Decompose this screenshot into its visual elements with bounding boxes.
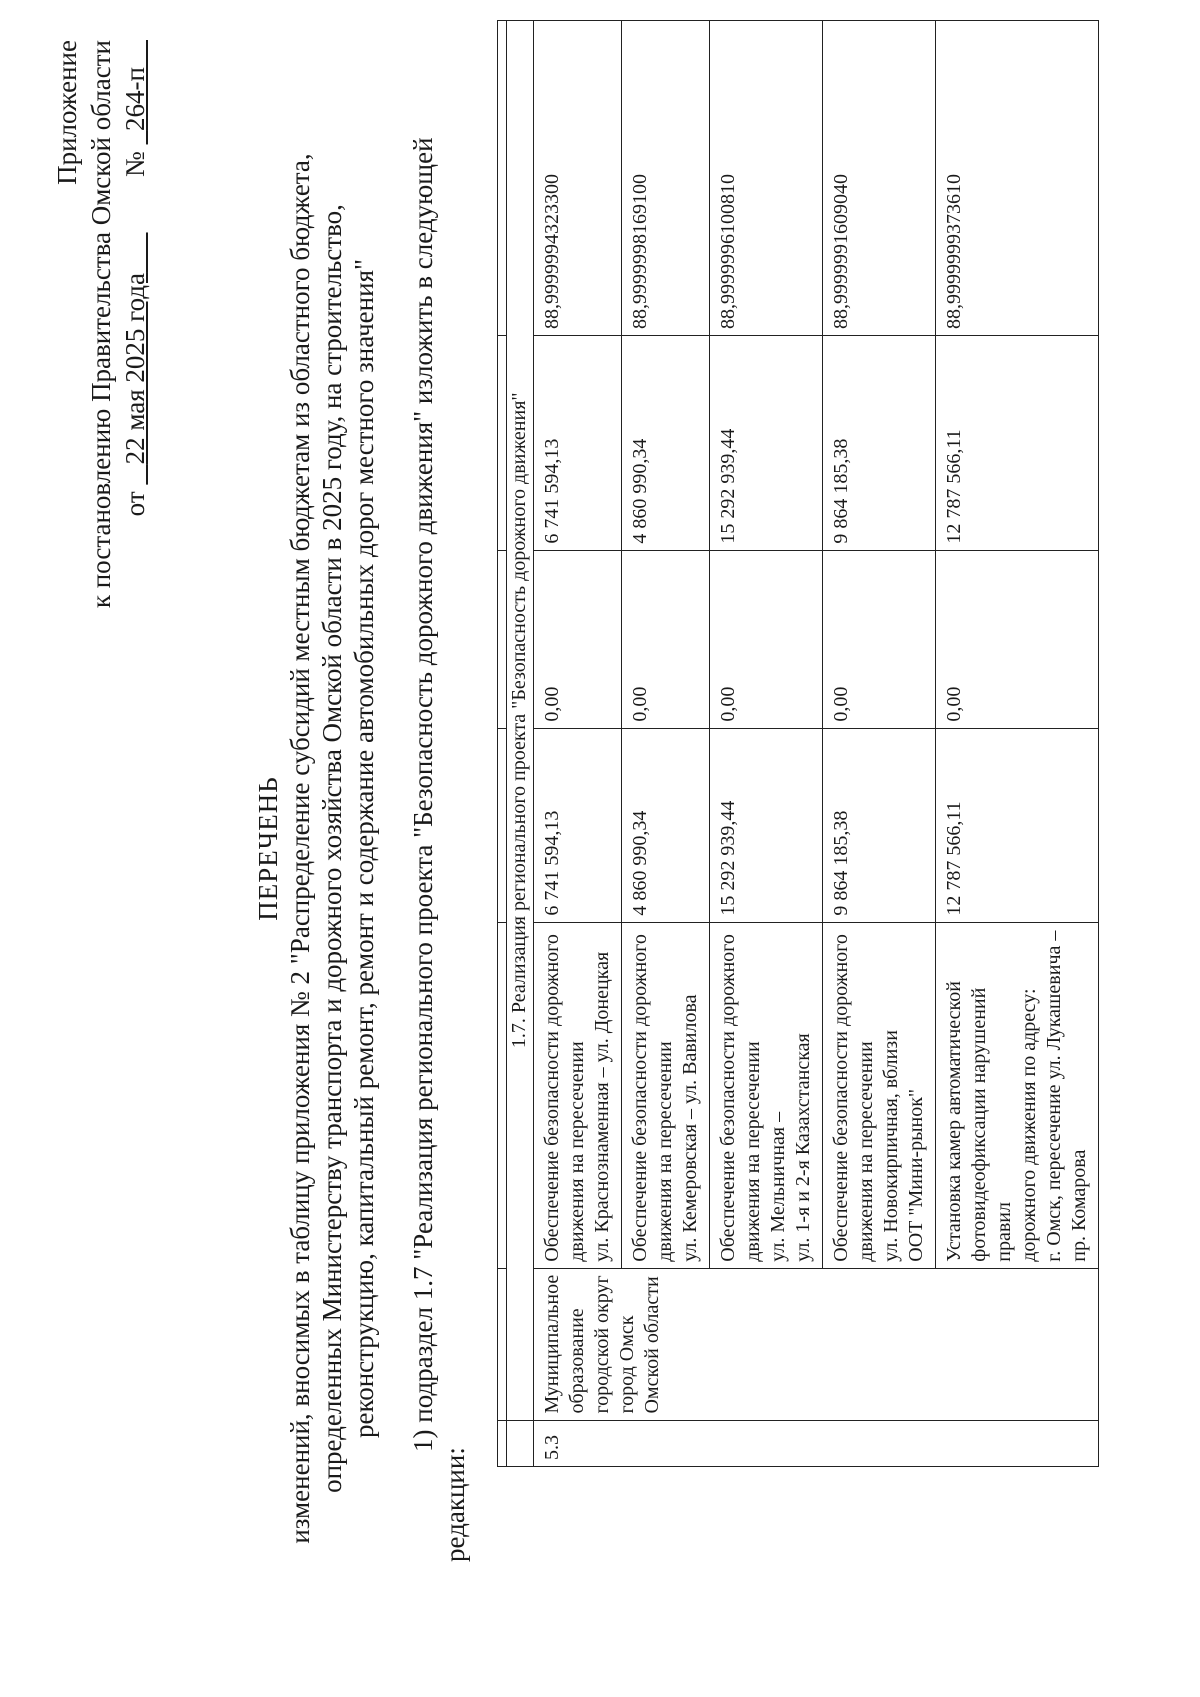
- date-number-line: [118, 40, 152, 608]
- amount-total-cell: 6 741 594,13: [534, 728, 622, 922]
- table-row: [936, 21, 1099, 1467]
- document-header: [50, 40, 152, 608]
- table-row: [823, 21, 936, 1467]
- table-header-row: [498, 21, 507, 1467]
- resolution-reference: к постановлению Правительства Омской области: [86, 40, 116, 609]
- amount-zero-cell: 0,00: [936, 550, 1099, 728]
- table-row: [710, 21, 823, 1467]
- amount-subsidy-cell: 6 741 594,13: [534, 336, 622, 551]
- percent-cell: 88,9999999373610: [936, 21, 1099, 336]
- object-cell: Обеспечение безопасности дорожного движения на пересечении ул. Мельничная – ул. 1-я и 2-я Казахстанская: [710, 922, 823, 1268]
- amount-total-cell: 12 787 566,11: [936, 728, 1099, 922]
- document-title: [252, 0, 380, 1697]
- appendix-label: Приложение: [52, 40, 82, 185]
- amount-subsidy-cell: 9 864 185,38: [823, 336, 936, 551]
- amount-subsidy-cell: 4 860 990,34: [622, 336, 710, 551]
- percent-cell: 88,9999994323300: [534, 21, 622, 336]
- object-cell: Установка камер автоматической фотовидеофиксации нарушений правил дорожного движения по адресу: г. Омск, пересечение ул. Лукашевича – пр. Комарова: [936, 922, 1099, 1268]
- amount-zero-cell: 0,00: [823, 550, 936, 728]
- object-cell: Обеспечение безопасности дорожного движения на пересечении ул. Новокирпичная, вблизи ООТ "Мини-рынок": [823, 922, 936, 1268]
- section-title: 1.7. Реализация регионального проекта "Безопасность дорожного движения": [507, 21, 534, 1421]
- title-line-1: изменений, вносимых в таблицу приложения № 2 "Распределение субсидий местным бюджетам из областного бюджета,: [285, 153, 315, 1544]
- amount-total-cell: 9 864 185,38: [823, 728, 936, 922]
- amount-total-cell: 4 860 990,34: [622, 728, 710, 922]
- amount-subsidy-cell: 15 292 939,44: [710, 336, 823, 551]
- intro-paragraph: 1) подраздел 1.7 "Реализация регионального проекта "Безопасность дорожного движения" изложить в следующей: [408, 137, 438, 1452]
- percent-cell: 88,9999998169100: [622, 21, 710, 336]
- title-line-2: определенных Министерству транспорта и дорожного хозяйства Омской области в 2025 году, на строительство,: [317, 204, 347, 1493]
- amount-zero-cell: 0,00: [534, 550, 622, 728]
- row-number: 5.3: [534, 1420, 1099, 1466]
- table-section-row: [507, 21, 534, 1467]
- amount-subsidy-cell: 12 787 566,11: [936, 336, 1099, 551]
- municipality-cell: Муниципальное образование городской округ город Омск Омской области: [534, 1268, 1099, 1420]
- percent-cell: 88,9999991609040: [823, 21, 936, 336]
- percent-cell: 88,9999996100810: [710, 21, 823, 336]
- title-line-3: реконструкцию, капитальный ремонт, ремонт и содержание автомобильных дорог местного значения": [349, 258, 379, 1439]
- resolution-number: 264-п: [120, 67, 150, 131]
- amount-zero-cell: 0,00: [622, 550, 710, 728]
- date-prefix: от: [120, 491, 150, 517]
- table-row: [622, 21, 710, 1467]
- resolution-date: 22 мая 2025 года: [120, 272, 150, 465]
- page-title: ПЕРЕЧЕНЬ: [253, 776, 283, 921]
- intro-paragraph-cont: редакции:: [440, 1447, 470, 1562]
- object-cell: Обеспечение безопасности дорожного движения на пересечении ул. Краснознаменная – ул. Донецкая: [534, 922, 622, 1268]
- changes-table: [497, 20, 1099, 1467]
- amount-zero-cell: 0,00: [710, 550, 823, 728]
- amount-total-cell: 15 292 939,44: [710, 728, 823, 922]
- number-prefix: №: [120, 151, 150, 177]
- table-row: [534, 21, 622, 1467]
- object-cell: Обеспечение безопасности дорожного движения на пересечении ул. Кемеровская – ул. Вавилова: [622, 922, 710, 1268]
